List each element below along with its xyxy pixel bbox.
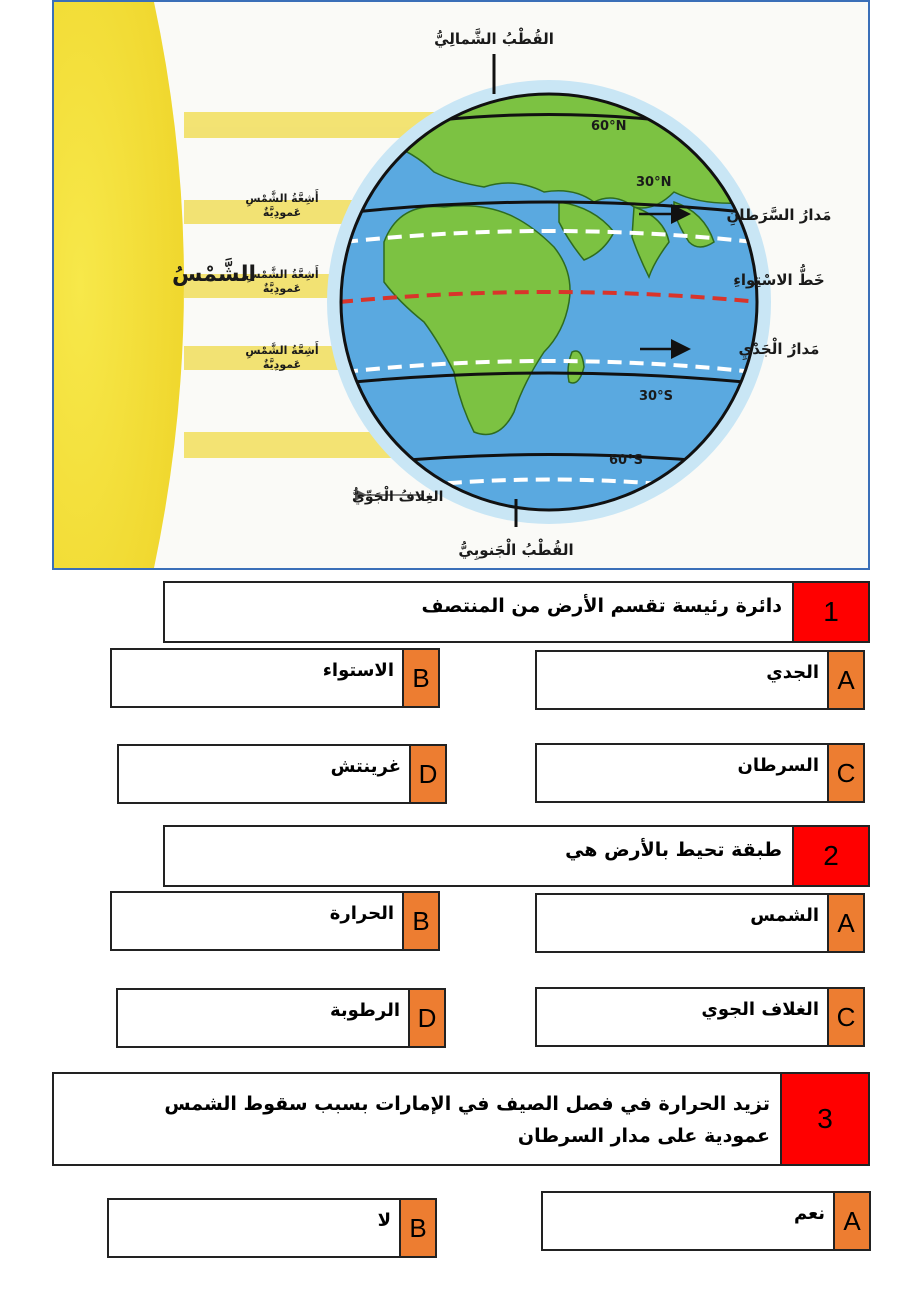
- ray-label-3-line1: أَشِعَّةُ الشَّمْسِ: [245, 344, 319, 357]
- q2-option-c-letter: C: [827, 989, 863, 1045]
- q2-option-b-letter: B: [402, 893, 438, 949]
- q1-option-d[interactable]: [117, 744, 447, 804]
- q2-option-b[interactable]: [110, 891, 440, 951]
- q2-option-c[interactable]: [535, 987, 865, 1047]
- question-3: [52, 1072, 870, 1166]
- atmosphere-label: الغِلافُ الْجَوِّيُّ: [352, 489, 444, 505]
- q2-option-b-text: الحرارة: [329, 903, 394, 924]
- question-2-text: طبقة تحيط بالأرض هي: [565, 839, 782, 861]
- q1-option-b[interactable]: [110, 648, 440, 708]
- tropic-cancer-label: مَدارُ السَّرَطانِ: [726, 206, 832, 224]
- q1-option-a[interactable]: [535, 650, 865, 710]
- question-3-text-line1: تزيد الحرارة في فصل الصيف في الإمارات بسبب سقوط الشمس: [164, 1093, 770, 1115]
- question-2: [163, 825, 870, 887]
- figure-canvas: [54, 2, 868, 568]
- q3-option-b-text: لا: [377, 1210, 391, 1231]
- q2-option-a-letter: A: [827, 895, 863, 951]
- q3-option-b-letter: B: [399, 1200, 435, 1256]
- q2-option-c-text: الغلاف الجوي: [701, 999, 819, 1020]
- north-pole-label: القُطْبُ الشَّمالِيُّ: [434, 30, 554, 48]
- q2-option-d[interactable]: [116, 988, 446, 1048]
- q1-option-d-letter: D: [409, 746, 445, 802]
- q1-option-a-letter: A: [827, 652, 863, 708]
- question-1-text: دائرة رئيسة تقسم الأرض من المنتصف: [421, 595, 782, 617]
- ray-label-2-line2: عَمودِيَّةٌ: [262, 282, 302, 295]
- ray-label-1-line1: أَشِعَّةُ الشَّمْسِ: [245, 192, 319, 205]
- q3-option-a-letter: A: [833, 1193, 869, 1249]
- q1-option-c-letter: C: [827, 745, 863, 801]
- q1-option-b-letter: B: [402, 650, 438, 706]
- question-1-number: 1: [792, 583, 868, 641]
- equator-label: خَطُّ الاسْتِواءِ: [733, 271, 825, 289]
- lat-30s-label: 30°S: [639, 389, 673, 404]
- lat-60n-label: 60°N: [591, 119, 627, 134]
- sun-label: الشَّمْسُ: [172, 262, 257, 287]
- question-3-number: 3: [780, 1074, 868, 1164]
- question-2-number: 2: [792, 827, 868, 885]
- q1-option-d-text: غرينتش: [330, 756, 401, 777]
- question-3-text: [164, 1088, 770, 1152]
- ray-label-3-line2: عَمودِيَّةٌ: [262, 358, 302, 371]
- q1-option-b-text: الاستواء: [322, 660, 394, 681]
- question-1: [163, 581, 870, 643]
- ray-label-1-line2: عَمودِيَّةٌ: [262, 206, 302, 219]
- q1-option-c-text: السرطان: [737, 755, 819, 776]
- ray-label-2-line1: أَشِعَّةُ الشَّمْسِ: [245, 268, 319, 281]
- q3-option-a-text: نعم: [793, 1203, 825, 1224]
- lat-60s-label: 60°S: [609, 453, 643, 468]
- q2-option-a[interactable]: [535, 893, 865, 953]
- earth-sun-figure: [52, 0, 870, 570]
- question-3-text-line2: عمودية على مدار السرطان: [517, 1125, 770, 1147]
- q2-option-a-text: الشمس: [750, 905, 819, 926]
- q3-option-a[interactable]: [541, 1191, 871, 1251]
- tropic-capricorn-label: مَدارُ الْجَدْيِ: [738, 340, 820, 358]
- q3-option-b[interactable]: [107, 1198, 437, 1258]
- q1-option-c[interactable]: [535, 743, 865, 803]
- lat-30n-label: 30°N: [636, 175, 672, 190]
- sun-shape: [54, 2, 184, 568]
- q2-option-d-text: الرطوبة: [329, 1000, 400, 1021]
- q2-option-d-letter: D: [408, 990, 444, 1046]
- q1-option-a-text: الجدي: [766, 662, 819, 683]
- south-pole-label: القُطْبُ الْجَنوبِيُّ: [458, 541, 574, 559]
